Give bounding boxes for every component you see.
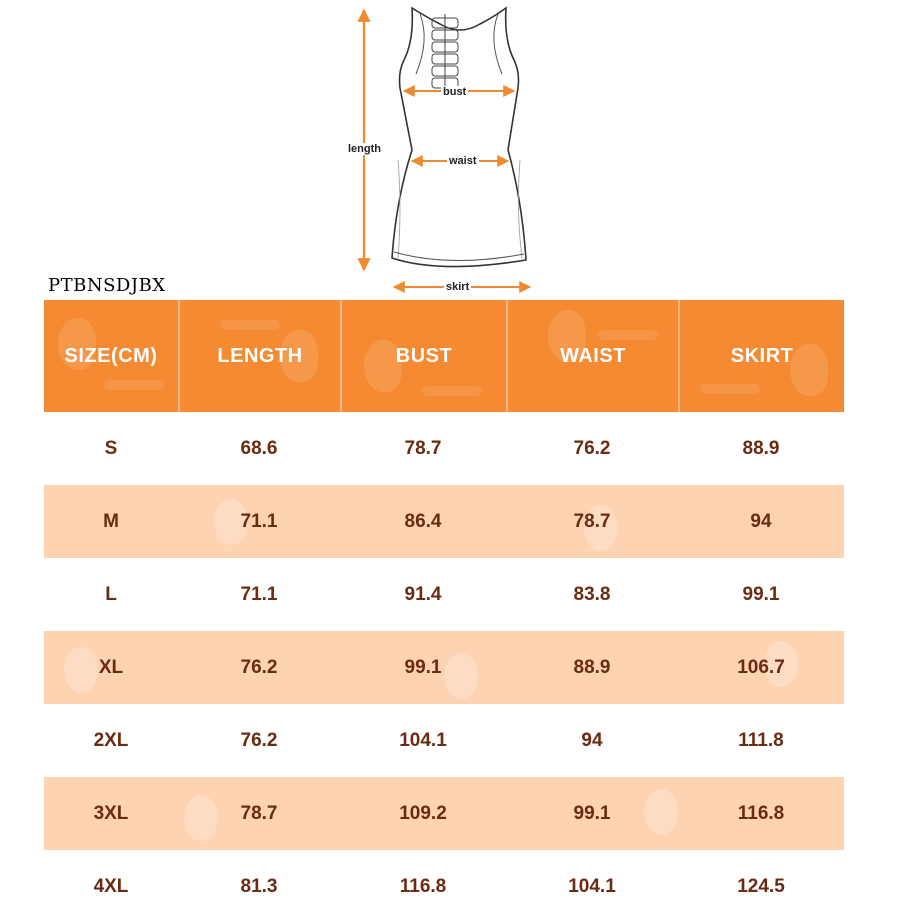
- waist-cell: 76.2: [573, 437, 611, 459]
- header-length: [178, 300, 340, 412]
- table-row: [44, 631, 844, 704]
- waist-cell: 99.1: [573, 802, 611, 824]
- bust-cell: 99.1: [404, 656, 442, 678]
- brand-name: PTBNSDJBX: [48, 275, 166, 296]
- header-waist: [506, 300, 678, 412]
- header-size-label: SIZE(CM): [64, 344, 158, 367]
- waist-cell: 104.1: [568, 875, 616, 897]
- skirt-cell: 124.5: [737, 875, 785, 897]
- bust-cell: 91.4: [404, 583, 442, 605]
- skirt-cell: 111.8: [738, 729, 784, 751]
- header-length-label: LENGTH: [217, 344, 303, 367]
- header-skirt: [678, 300, 844, 412]
- table-row: [44, 704, 844, 777]
- waist-cell: 83.8: [573, 583, 611, 605]
- bust-cell: 78.7: [404, 437, 442, 459]
- header-waist-label: WAIST: [560, 344, 626, 367]
- tank-top-illustration: [0, 0, 900, 300]
- skirt-cell: 94: [750, 510, 772, 532]
- size-cell: M: [103, 510, 119, 532]
- bust-cell: 109.2: [399, 802, 447, 824]
- bust-label: bust: [443, 86, 467, 98]
- table-row: [44, 558, 844, 631]
- tank-top-outline: [392, 8, 526, 267]
- waist-cell: 78.7: [573, 510, 611, 532]
- length-label: length: [348, 143, 381, 155]
- size-cell: 4XL: [93, 875, 129, 897]
- waist-cell: 88.9: [573, 656, 611, 678]
- table-header-row: [44, 300, 844, 412]
- header-size: [44, 300, 178, 412]
- waist-cell: 94: [581, 729, 603, 751]
- measurement-diagram: [0, 0, 900, 300]
- table-row: [44, 412, 844, 485]
- skirt-cell: 106.7: [737, 656, 785, 678]
- length-cell: 76.2: [240, 656, 278, 678]
- length-cell: 81.3: [240, 875, 278, 897]
- skirt-label: skirt: [446, 281, 470, 293]
- size-chart-table: [44, 300, 844, 900]
- bust-cell: 86.4: [404, 510, 442, 532]
- size-cell: 3XL: [93, 802, 129, 824]
- waist-label: waist: [449, 155, 477, 167]
- size-cell: L: [105, 583, 117, 605]
- length-cell: 68.6: [240, 437, 278, 459]
- header-bust: [340, 300, 506, 412]
- size-cell: S: [104, 437, 118, 459]
- table-row: [44, 777, 844, 850]
- header-skirt-label: SKIRT: [730, 344, 794, 367]
- size-cell: XL: [98, 656, 124, 678]
- length-cell: 71.1: [240, 583, 278, 605]
- bust-cell: 104.1: [399, 729, 447, 751]
- length-cell: 76.2: [240, 729, 278, 751]
- length-cell: 71.1: [240, 510, 278, 532]
- skirt-cell: 88.9: [742, 437, 780, 459]
- table-row: [44, 485, 844, 558]
- skirt-cell: 116.8: [737, 802, 785, 824]
- skirt-cell: 99.1: [742, 583, 780, 605]
- table-body: [44, 412, 844, 923]
- size-cell: 2XL: [93, 729, 129, 751]
- length-cell: 78.7: [240, 802, 278, 824]
- bust-cell: 116.8: [399, 875, 447, 897]
- header-bust-label: BUST: [395, 344, 453, 367]
- table-row: [44, 850, 844, 923]
